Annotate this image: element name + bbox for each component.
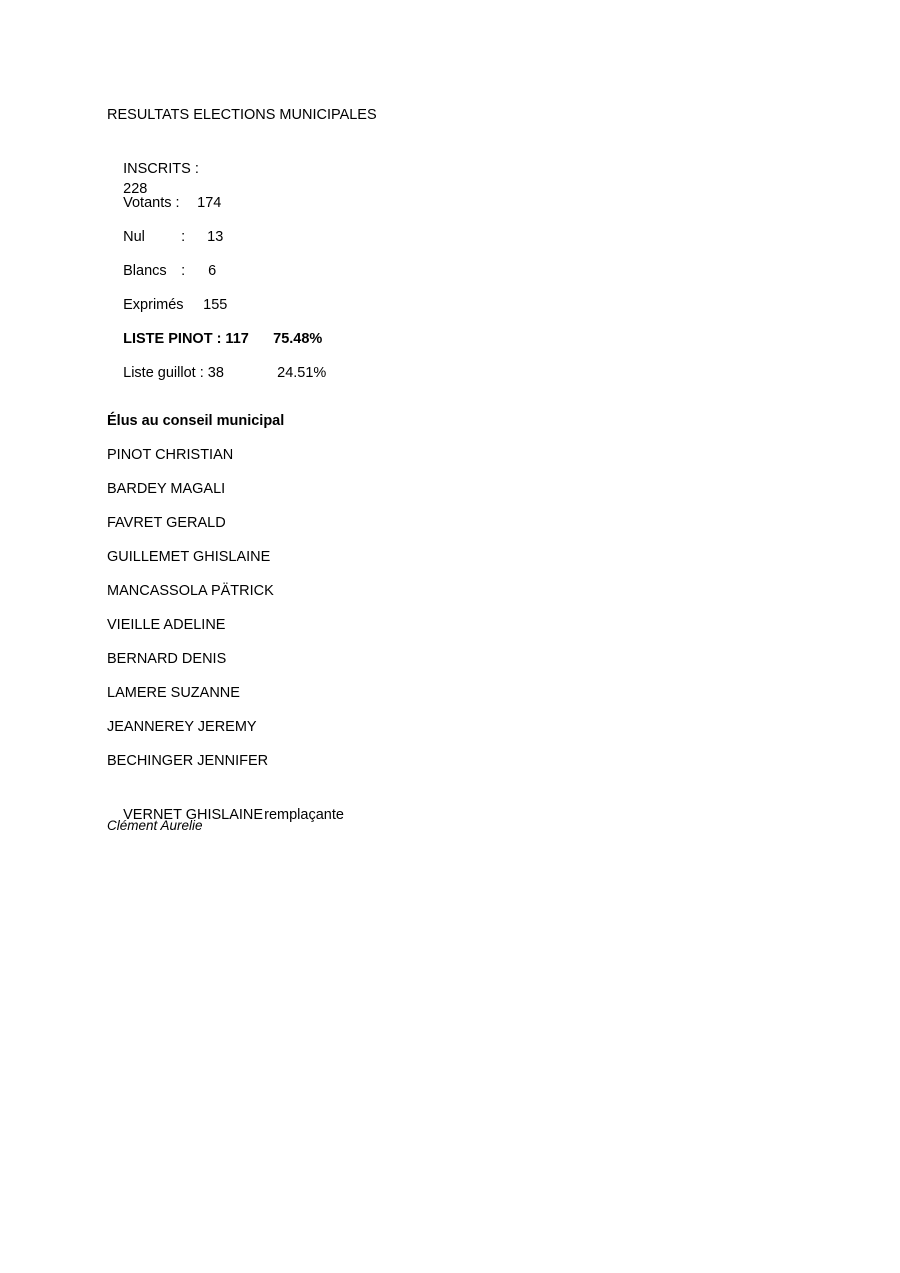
elected-member: JEANNEREY JEREMY: [107, 719, 257, 735]
footer-note: Clément Aurelie: [107, 818, 203, 833]
replacement-note: remplaçante: [264, 807, 344, 823]
list-result-label: LISTE PINOT : 117: [123, 331, 249, 347]
stat-inscrits-value: 228: [123, 181, 148, 197]
stat-votants-value: 174: [197, 195, 222, 211]
replacement-name: VERNET GHISLAINE: [123, 807, 264, 823]
stat-exprimes-label: Exprimés: [123, 297, 184, 313]
document-title: RESULTATS ELECTIONS MUNICIPALES: [107, 107, 377, 123]
elected-member: BECHINGER JENNIFER: [107, 753, 269, 769]
stat-blancs-separator: :: [181, 263, 186, 279]
document-page: [107, 105, 807, 849]
list-result-percent: 75.48%: [273, 331, 323, 347]
stat-exprimes-value: 155: [203, 297, 228, 313]
elected-member: BARDEY MAGALI: [107, 481, 226, 497]
stat-nul-separator: :: [181, 229, 186, 245]
elected-member: GUILLEMET GHISLAINE: [107, 549, 271, 565]
stat-blancs-label: Blancs: [123, 263, 167, 279]
stat-votants-label: Votants :: [123, 195, 180, 211]
stat-inscrits: [107, 139, 807, 197]
elected-heading: Élus au conseil municipal: [107, 413, 285, 429]
elected-member: LAMERE SUZANNE: [107, 685, 240, 701]
stat-votants: [107, 173, 807, 211]
list-result-percent: 24.51%: [277, 365, 327, 381]
stat-blancs-value: 6: [208, 263, 217, 279]
elected-member: PINOT CHRISTIAN: [107, 447, 234, 463]
replacement-member: [107, 785, 807, 823]
stat-inscrits-label: INSCRITS :: [123, 161, 199, 177]
stat-nul-value: 13: [207, 229, 224, 245]
stat-nul-label: Nul: [123, 229, 145, 245]
elected-member: VIEILLE ADELINE: [107, 617, 226, 633]
list-result-label: Liste guillot : 38: [123, 365, 224, 381]
elected-member: BERNARD DENIS: [107, 651, 227, 667]
elected-member: FAVRET GERALD: [107, 515, 226, 531]
elected-member: MANCASSOLA PÄTRICK: [107, 583, 274, 599]
